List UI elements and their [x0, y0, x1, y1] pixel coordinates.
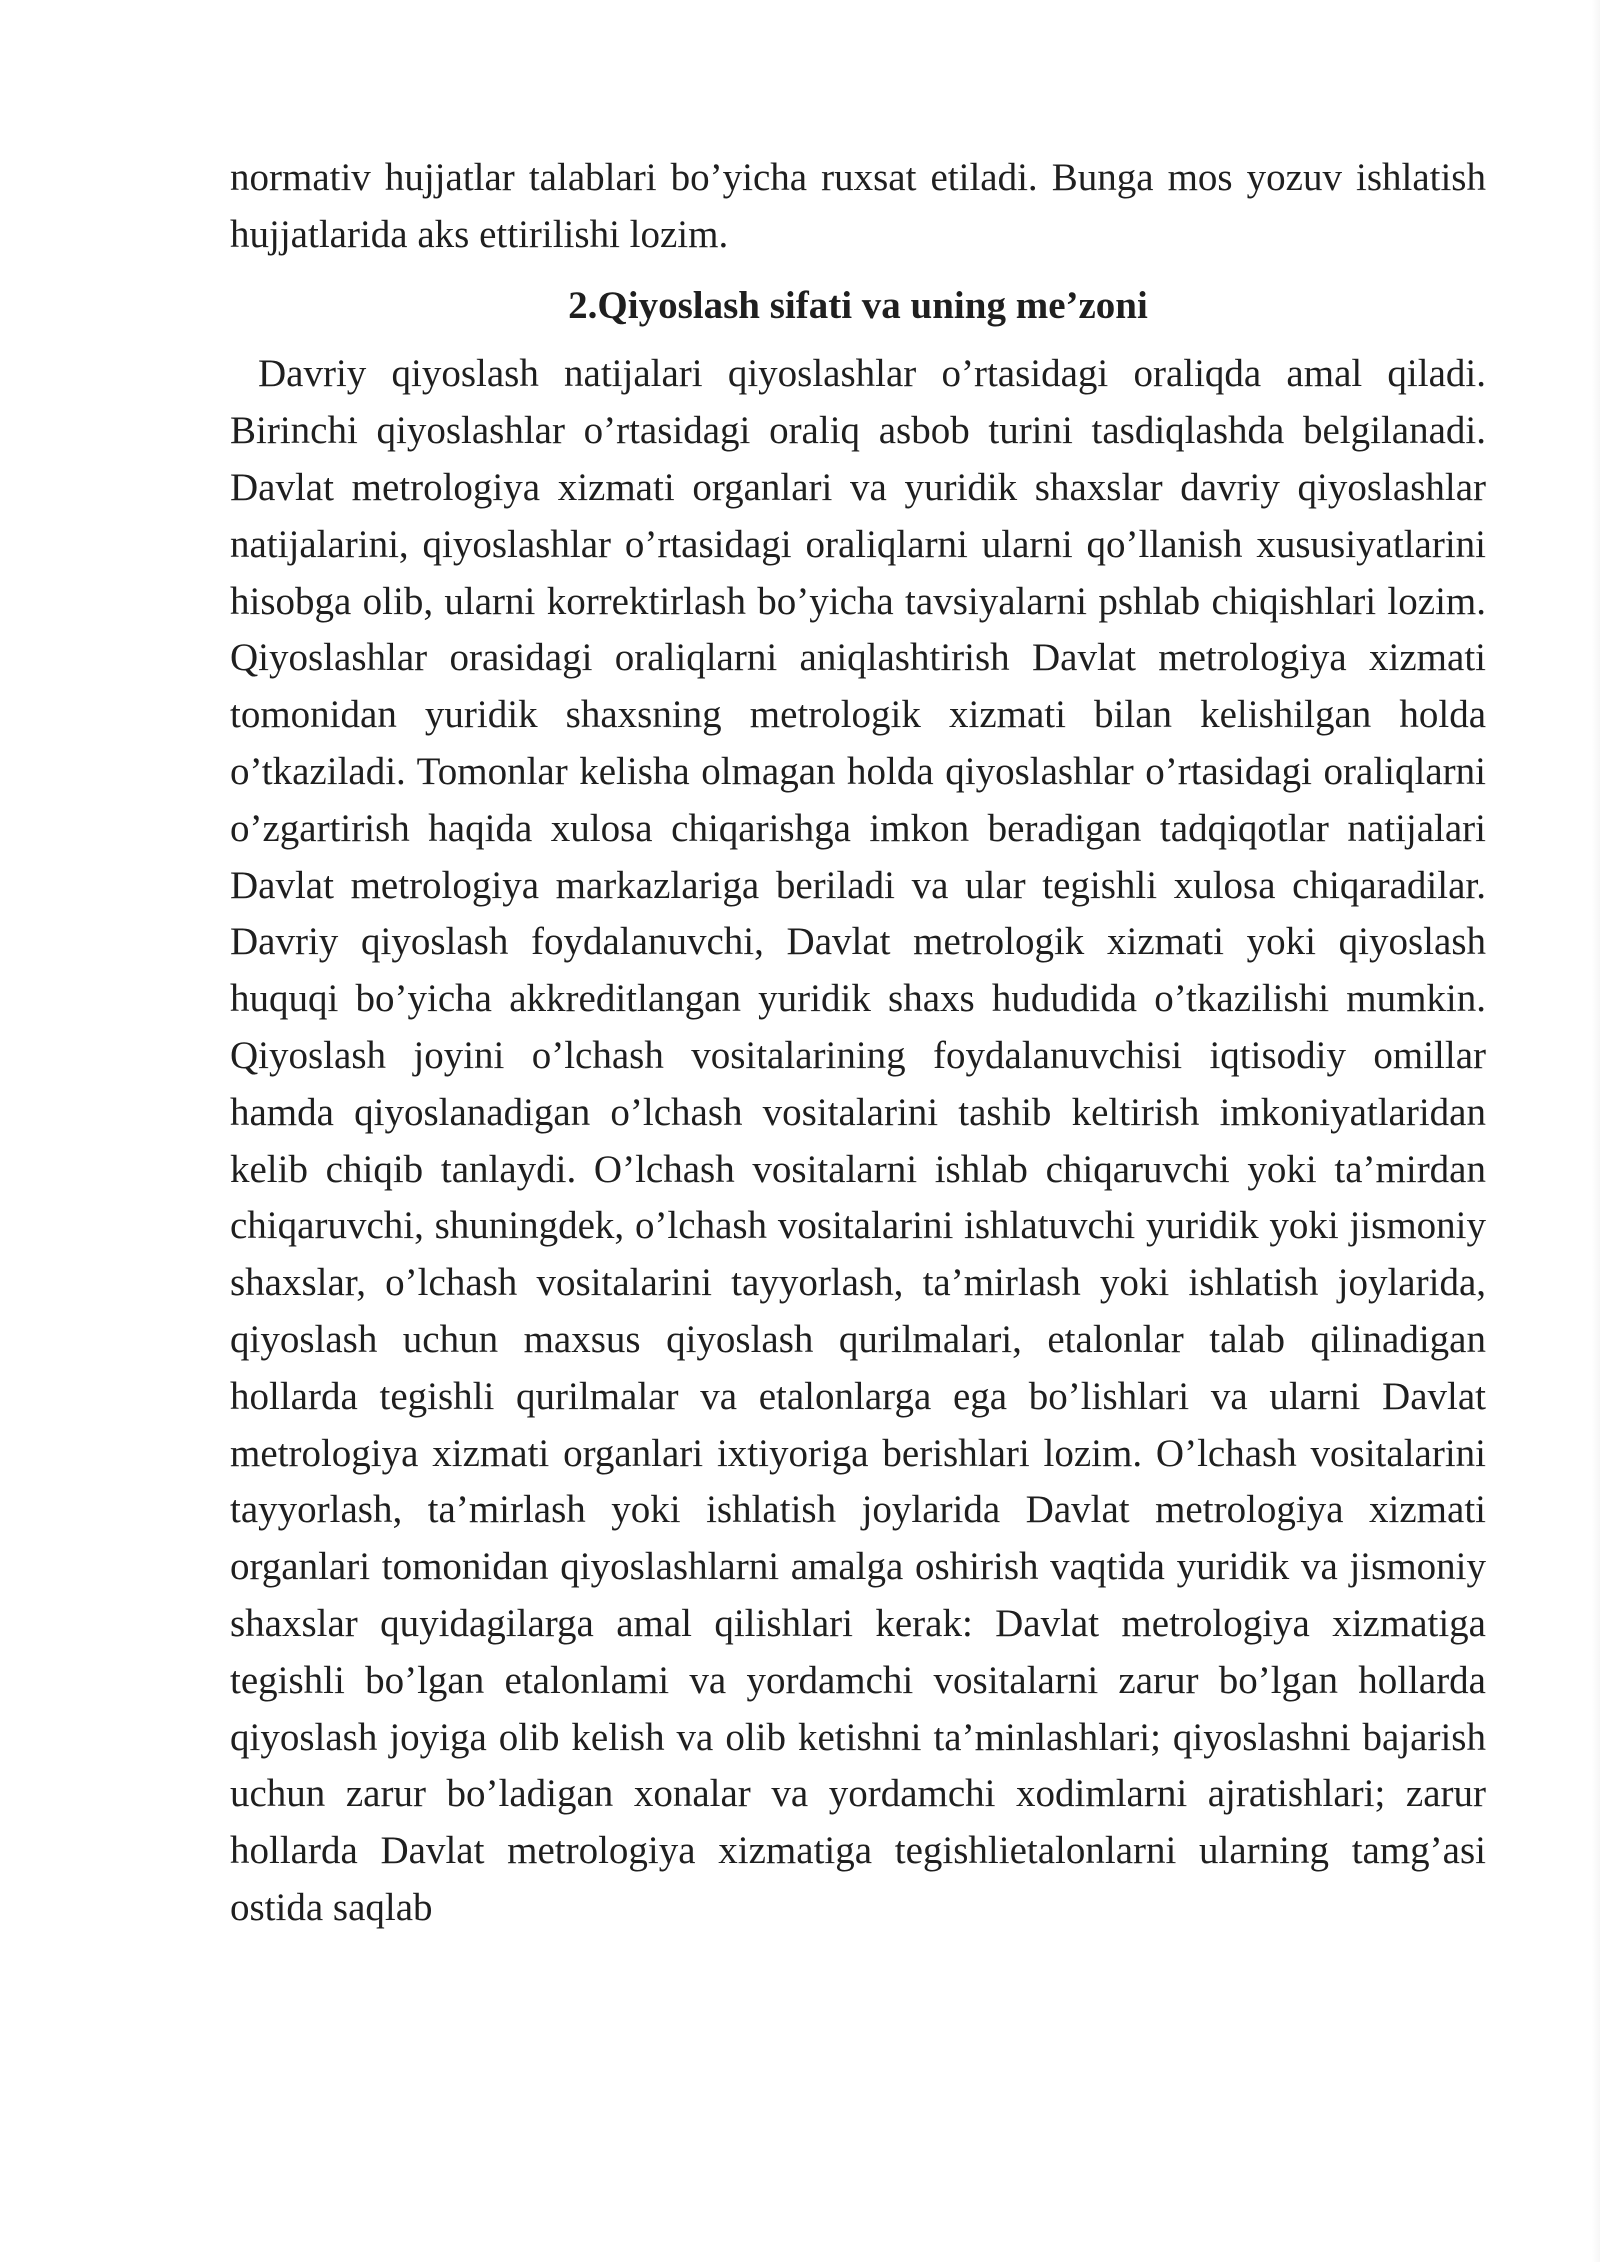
body-paragraph: Davriy qiyoslash natijalari qiyoslashlar o’rtasidagi oraliqda amal qiladi. Birinchi qiyoslashlar o’rtasidagi oraliq asbob turini tasdiqlashda belgilanadi. Davlat metrologiya xizmati organlari va yuridik shaxslar davriy qiyoslashlar natijalarini, qiyoslashlar o’rtasidagi oraliqlarni ularni qo’llanish xususiyatlarini hisobga olib, ularni korrektirlash bo’yicha tavsiyalarni pshlab chiqishlari lozim. Qiyoslashlar orasidagi oraliqlarni aniqlashtirish Davlat metrologiya xizmati tomonidan yuridik shaxsning metrologik xizmati bilan kelishilgan holda o’tkaziladi. Tomonlar kelisha olmagan holda qiyoslashlar o’rtasidagi oraliqlarni o’zgartirish haqida xulosa chiqarishga imkon beradigan tadqiqotlar natijalari Davlat metrologiya markazlariga beriladi va ular tegishli xulosa chiqaradilar. Davriy qiyoslash foydalanuvchi, Davlat metrologik xizmati yoki qiyoslash huquqi bo’yicha akkreditlangan yuridik shaxs hududida o’tkazilishi mumkin. Qiyoslash joyini o’lchash vositalarining foydalanuvchisi iqtisodiy omillar hamda qiyoslanadigan o’lchash vositalarini tashib keltirish imkoniyatlaridan kelib chiqib tanlaydi. O’lchash vositalarni ishlab chiqaruvchi yoki ta’mirdan chiqaruvchi, shuningdek, o’lchash vositalarini ishlatuvchi yuridik yoki jismoniy shaxslar, o’lchash vositalarini tayyorlash, ta’mirlash yoki ishlatish joylarida, qiyoslash uchun maxsus qiyoslash qurilmalari, etalonlar talab qilinadigan hollarda tegishli qurilmalar va etalonlarga ega bo’lishlari va ularni Davlat metrologiya xizmati organlari ixtiyoriga berishlari lozim. O’lchash vositalarini tayyorlash, ta’mirlash yoki ishlatish joylarida Davlat metrologiya xizmati organlari tomonidan qiyoslashlarni amalga oshirish vaqtida yuridik va jismoniy shaxslar quyidagilarga amal qilishlari kerak: Davlat metrologiya xizmatiga tegishli bo’lgan etalonlami va yordamchi vositalarni zarur bo’lgan hollarda qiyoslash joyiga olib kelish va olib ketishni ta’minlashlari; qiyoslashni bajarish uchun zarur bo’ladigan xonalar va yordamchi xodimlarni ajratishlari; zarur hollarda Davlat metrologiya xizmatiga tegishlietalonlarni ularning tamg’asi ostida saqlab — [230, 352, 1486, 1929]
page-edge-shadow — [1592, 0, 1600, 2262]
top-paragraph: normativ hujjatlar talablari bo’yicha ruxsat etiladi. Bunga mos yozuv ishlatish hujjatlarida aks ettirilishi lozim. — [230, 156, 1486, 256]
section-heading: 2.Qiyoslash sifati va uning me’zoni — [568, 283, 1148, 327]
page-content — [230, 150, 1486, 1937]
